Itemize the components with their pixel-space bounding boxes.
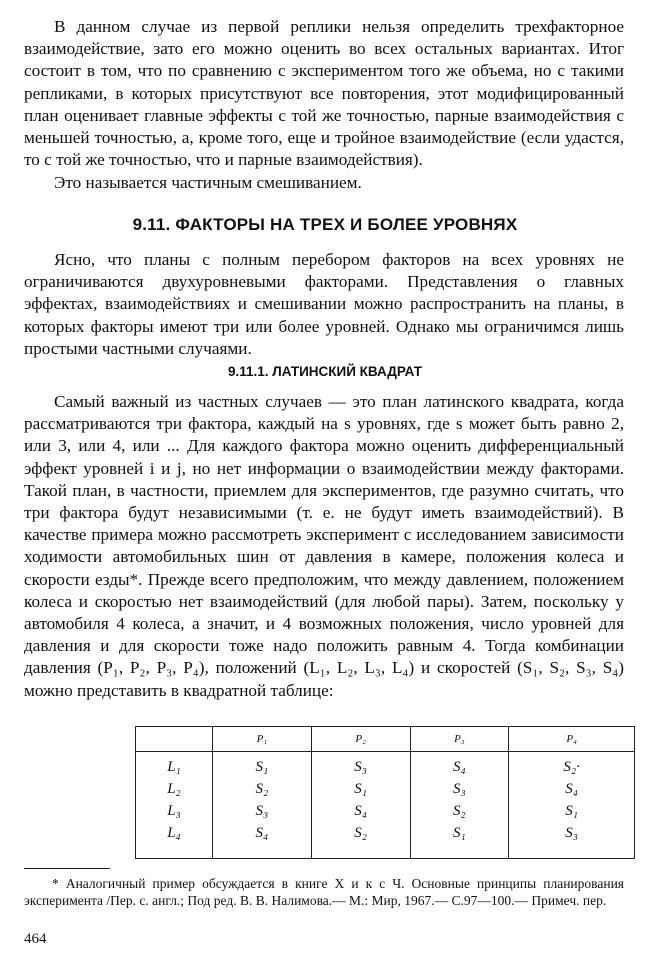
paragraph-multilevel-factors: Ясно, что планы с полным перебором факторов на всех уровнях не ограничиваются двухуровневыми факторами. Представления о главных эффектах, взаимодействиях и смешивании можно распространить на планы, в которых факторы имеют три или более уровней. Однако мы ограничимся лишь простыми частными случаями. (24, 250, 624, 358)
table-cell: S₂ (410, 800, 509, 822)
table-cell: L₂ (136, 778, 213, 800)
table-header-cell: P₁ (213, 727, 312, 752)
table-cell: S₂ (311, 822, 410, 859)
table-cell: S₃ (509, 822, 635, 859)
footnote-divider (24, 868, 110, 869)
table-cell: S₁ (311, 778, 410, 800)
table-row (136, 800, 635, 822)
paragraph-partial-confounding-intro: В данном случае из первой реплики нельзя определить трехфакторное взаимодействие, зато его можно оценить во всех остальных вариантах. Итог состоит в том, что по сравнению с экспериментом того же объема, но с такими репликами, в которых присутствуют все повторения, этот модифицированный план оценивает главные эффекты с той же точностью, парные взаимодействия с меньшей точностью, а, кроме того, еще и тройное взаимодействие (если удастся, то с той же точностью, что и парные взаимодействия). (24, 17, 624, 170)
table-cell: S₄ (213, 822, 312, 859)
paragraph-latin-square: Самый важный из частных случаев — это план латинского квадрата, когда рассматриваются три фактора, каждый на s уровнях, где s может быть равно 2, или 3, или 4, или ... Для каждого фактора можно оценить дифференциальный эффект уровней i и j, но нет информации о взаимодействии между факторами. Такой план, в частности, приемлем для экспериментов, где разумно считать, что три фактора будут независимыми (т. е. не будут иметь взаимодействий). В качестве примера можно рассмотреть эксперимент с исследованием зависимости ходимости автомобильных шин от давления в камере, положения колеса и скорости езды*. Прежде всего предположим, что между давлением, положением колеса и скоростью нет взаимодействий (для любой пары). Затем, поскольку у автомобиля 4 колеса, а значит, и 4 возможных положения, число уровней для давления и для скорости тоже надо положить равным 4. Тогда комбинации давления (P₁, P₂, P₃, P₄), положений (L₁, L₂, L₃, L₄) и скоростей (S₁, S₂, S₃, S₄) можно представить в квадратной таблице: (24, 392, 624, 700)
table-cell: S₃ (213, 800, 312, 822)
table-header-cell (136, 727, 213, 752)
table-cell: S₁ (509, 800, 635, 822)
table-cell: L₄ (136, 822, 213, 859)
latin-square-table (135, 726, 635, 859)
table-cell: S₂ (213, 778, 312, 800)
table-row (136, 778, 635, 800)
footnote: * Аналогичный пример обсуждается в книге Х и к с Ч. Основные принципы планирования эксперимента /Пер. с. англ.; Под ред. В. В. Налимова.— М.: Мир, 1967.— С.97—100.— Примеч. пер. (24, 876, 624, 908)
subsection-title: 9.11.1. ЛАТИНСКИЙ КВАДРАТ (227, 364, 422, 379)
table-cell: S₁ (410, 822, 509, 859)
section-title: 9.11. ФАКТОРЫ НА ТРЕХ И БОЛЕЕ УРОВНЯХ (132, 215, 518, 234)
table-cell: L₃ (136, 800, 213, 822)
table-cell: S₁ (213, 752, 312, 779)
page-number: 464 (24, 931, 47, 947)
table-header-cell: P₃ (410, 727, 509, 752)
table-cell: S₃ (410, 778, 509, 800)
table-cell: S₄ (509, 778, 635, 800)
table-header-row (136, 727, 635, 752)
table-cell: S₄ (311, 800, 410, 822)
table-cell: S₂· (509, 752, 635, 779)
table-row (136, 822, 635, 859)
table-cell: L₁ (136, 752, 213, 779)
paragraph-partial-confounding: Это называется частичным смешиванием. (54, 173, 362, 192)
table-cell: S₃ (311, 752, 410, 779)
table-header-cell: P₄ (509, 727, 635, 752)
table-row (136, 752, 635, 779)
table-header-cell: P₂ (311, 727, 410, 752)
table-cell: S₄ (410, 752, 509, 779)
